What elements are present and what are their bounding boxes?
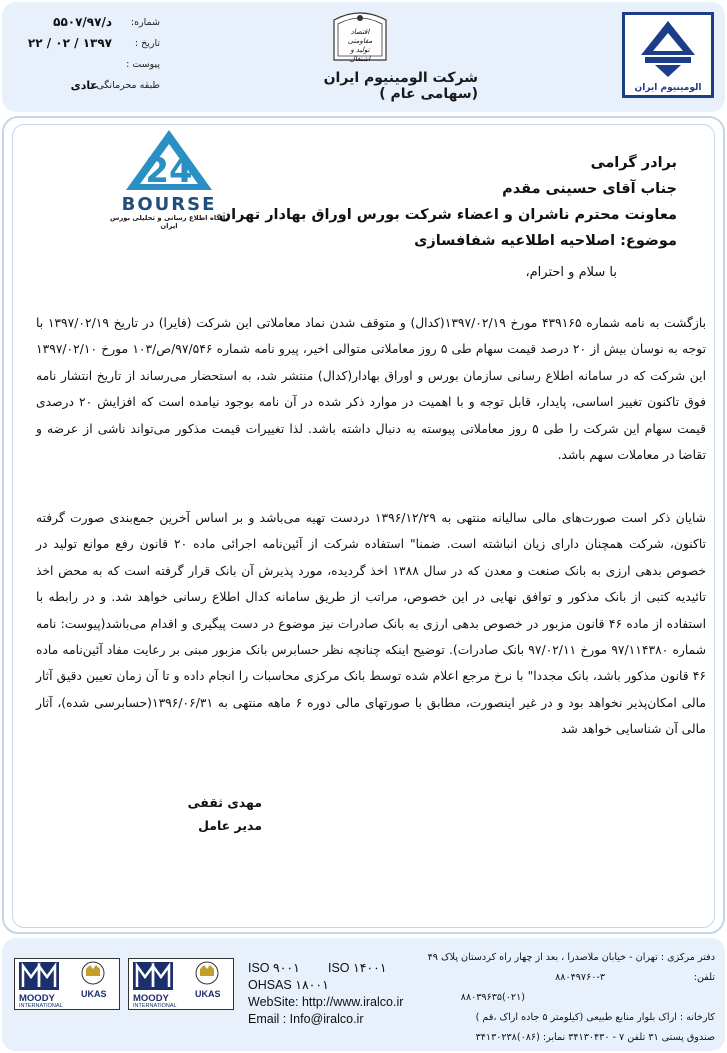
moody-name: MOODY <box>133 993 169 1004</box>
fax-value: (۰۲۱)۸۸۰۳۹۶۳۵ <box>460 992 525 1003</box>
footer-address-block <box>425 948 715 1048</box>
salutation: با سلام و احترام، <box>525 265 617 280</box>
iralco-logo-text: الومینیوم ایران <box>634 83 702 93</box>
iso-row <box>248 960 448 977</box>
ukas-label: UKAS <box>195 989 221 999</box>
moody-mark-icon <box>129 959 233 993</box>
classification-value: عادی <box>70 79 98 92</box>
attachment-label: پیوست : <box>126 59 160 70</box>
moody-ukas-badge-2 <box>14 958 120 1010</box>
number-value: د/۵۵۰۷/۹۷ <box>53 15 112 29</box>
date-label: تاریخ : <box>134 38 160 49</box>
moody-international: INTERNATIONAL <box>133 1003 177 1009</box>
signer-title: مدیر عامل <box>198 818 262 833</box>
company-name: شرکت الومینیوم ایران (سهامی عام ) <box>323 70 478 102</box>
recipient-name: جناب آقای حسینی مقدم <box>502 181 677 197</box>
number-row <box>30 12 160 33</box>
certifications-text <box>248 960 448 1028</box>
paragraph-1: بازگشت به نامه شماره ۴۳۹۱۶۵ مورخ ۱۳۹۷/۰۲/۱۹(کدال) و متوقف شدن نماد معاملاتی این شرکت (فایرا) در تاریخ ۱۳۹۷/۰۲/۱۹ با توجه به نوسان بیش از ۲۰ درصد قیمت سهام طی ۵ روز معاملاتی متوالی اخیر، پیرو نامه شماره ۹۷/۵۴۶/ص/۱۰۳ مورخ ۱۳۹۷/۰۲/۱۰ این شرکت که در سامانه اطلاع رسانی سازمان بورس و اوراق بهادار(کدال) منتشر شد، به استحضار می‌رساند از تاریخ انتشار نامه فوق تاکنون تغییر اساسی، پایدار، قابل توجه و با اهمیت در موارد ذکر شده در آن نامه بوجود نیامده است که افزایش ۲۰ درصدی قیمت سهام این شرکت را طی ۵ روز معاملاتی پیوسته به دنبال داشته باشد. لذا تغییرات قیمت مذکور می‌تواند ناشی از عرضه و تقاضا در معاملات سهم باشد. <box>36 316 707 463</box>
moody-ukas-badge-1 <box>128 958 234 1010</box>
moody-international: INTERNATIONAL <box>19 1003 63 1009</box>
website[interactable]: WebSite: http://www.iralco.ir <box>248 995 404 1009</box>
date-value: ۱۳۹۷ / ۰۲ / ۲۲ <box>27 36 112 50</box>
phone-row <box>425 968 715 988</box>
classification-row <box>30 75 160 96</box>
resistance-economy-emblem <box>328 8 392 66</box>
iso-9001: ISO ۹۰۰۱ <box>248 961 300 975</box>
ohsas: OHSAS ۱۸۰۰۱ <box>248 978 329 992</box>
iralco-logo <box>622 12 714 98</box>
signer-name: مهدی ثقفی <box>187 795 262 810</box>
date-row <box>27 33 160 54</box>
classification-label: طبقه محرمانگی : <box>90 80 160 91</box>
bourse-subtitle: پایگاه اطلاع رسانی و تحلیلی بورس ایران <box>109 214 229 230</box>
factory-address: کارخانه : اراک بلوار منابع طبیعی (کیلومتر ۵ جاده اراک ،قم ) <box>475 1012 715 1023</box>
greeting: برادر گرامی <box>590 155 677 171</box>
recipient-position: معاونت محترم ناشران و اعضاء شرکت بورس اوراق بهادار تهران <box>218 207 677 223</box>
moody-name: MOODY <box>19 993 55 1004</box>
emblem-text: اقتصاد مقاومتی تولید و اشتغال <box>347 28 373 63</box>
bourse-word: BOURSE <box>121 194 217 214</box>
email[interactable]: Email : Info@iralco.ir <box>248 1012 364 1026</box>
letter-subject: موضوع: اصلاحیه اطلاعیه شفافسازی <box>414 233 677 249</box>
po-box: صندوق پستی ۳۱ تلفن ۷ - ۳۴۱۳۰۴۳۰ نمابر: (۰۸۶)۳۴۱۳۰۲۳۸ <box>475 1032 715 1043</box>
letter-metadata <box>27 12 160 96</box>
number-label: شماره: <box>130 17 160 28</box>
phone-value: ۸۸۰۴۹۷۶۰-۳ <box>555 972 605 983</box>
phone-label: تلفن: <box>693 972 715 983</box>
bourse-number: 24 <box>145 151 193 191</box>
ukas-label: UKAS <box>81 989 107 999</box>
attachment-row <box>30 54 160 75</box>
paragraph-2: شایان ذکر است صورت‌های مالی سالیانه منتهی به ۱۳۹۶/۱۲/۲۹ دردست تهیه می‌باشد و بر اساس آخرین جمع‌بندی صورت گرفته تاکنون، شرکت همچنان دارای زیان انباشته است. ضمنا" استفاده شرکت از آئین‌نامه اجرائی ماده ۲۰ قانون رفع موانع تولید در خصوص بدهی ارزی به بانک صنعت و معدن که در سال ۱۳۸۸ اخذ گردیده، مورد پذیرش آن بانک قرار گرفته است که به محض اخذ تائیدیه کتبی از بانک مذکور و توافق نهایی در این خصوص، مراتب از طریق سامانه کدال اطلاع رسانی خواهد شد. و در رابطه با استفاده از ماده ۴۶ قانون مزبور در خصوص بدهی ارزی به بانک صادرات نیز موضوع در دست پیگیری و اقدام می‌باشد(پیوست: نامه شماره ۹۷/۱۱۴۳۸۰ مورخ ۹۷/۰۲/۱۱ بانک صادرات). توضیح اینکه چنانچه نظر حسابرس بانک مزبور مبنی بر رعایت مفاد آئین‌نامه ماده ۴۶ قانون مذکور باشد، بانک مجددا" با نرخ مرجع اعلام شده توسط بانک مرکزی محاسبات را انجام داده و تا آن زمان تعیین دقیق آثار مالی امکان‌پذیر نخواهد بود و در غیر اینصورت، مطابق با صورتهای مالی دوره ۶ ماهه منتهی به ۱۳۹۶/۰۶/۳۱(حسابرسی شده)، آثار مالی آن شناسایی خواهد شد <box>36 511 707 737</box>
hq-address: دفتر مرکزی : تهران - خیابان ملاصدرا ، بعد از چهار راه کردستان پلاک ۴۹ <box>427 952 715 963</box>
moody-mark-icon <box>15 959 119 993</box>
fax-row <box>425 988 715 1008</box>
iso-14001: ISO ۱۴۰۰۱ <box>328 961 387 975</box>
iralco-logo-icon <box>625 17 711 79</box>
